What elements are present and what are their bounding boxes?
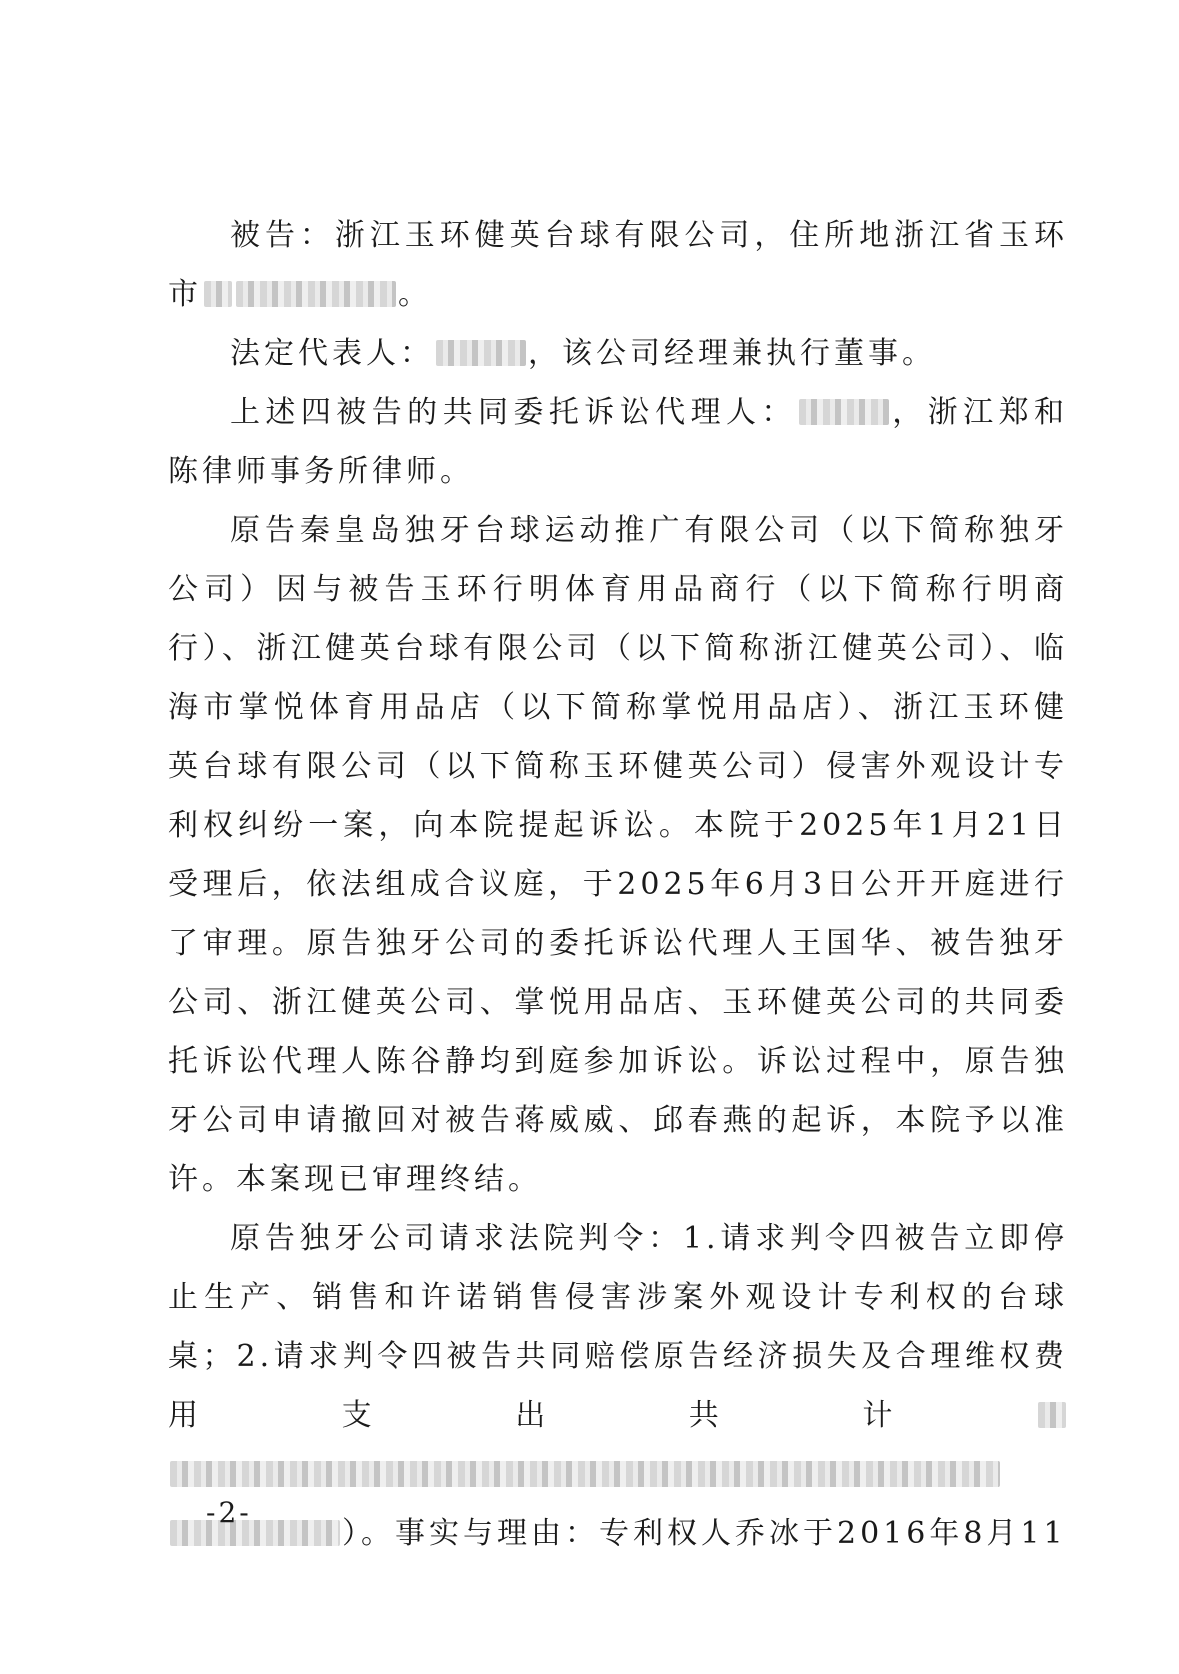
redacted-representative-name [436,340,526,366]
defendant-paragraph [168,206,1068,324]
agent-paragraph [168,383,1068,501]
judgment-body [168,206,1068,1563]
redacted-address-part-2 [236,281,396,307]
redacted-amount-part-2 [170,1461,1000,1487]
defendant-text: 被告：浙江玉环健英台球有限公司，住所地浙江省玉环市 [168,218,1068,312]
redacted-amount-part-1 [1038,1402,1066,1428]
claims-paragraph [168,1209,1068,1563]
case-background-paragraph: 原告秦皇岛独牙台球运动推广有限公司（以下简称独牙公司）因与被告玉环行明体育用品商行（以下简称行明商行）、浙江健英台球有限公司（以下简称浙江健英公司）、临海市掌悦体育用品店（以下简称掌悦用品店）、浙江玉环健英台球有限公司（以下简称玉环健英公司）侵害外观设计专利权纠纷一案，向本院提起诉讼。本院于2025年1月21日受理后，依法组成合议庭，于2025年6月3日公开开庭进行了审理。原告独牙公司的委托诉讼代理人王国华、被告独牙公司、浙江健英公司、掌悦用品店、玉环健英公司的共同委托诉讼代理人陈谷静均到庭参加诉讼。诉讼过程中，原告独牙公司申请撤回对被告蒋威威、邱春燕的起诉，本院予以准许。本案现已审理终结。 [168,513,1068,1197]
claims-text-end: ）。事实与理由：专利权人乔冰于2016年8月11 [342,1516,1067,1551]
redacted-agent-name [799,399,889,425]
redacted-address-part-1 [204,281,232,307]
defendant-text-end: 。 [398,277,432,312]
redacted-amount-part-3 [170,1520,340,1546]
claims-text: 原告独牙公司请求法院判令：1.请求判令四被告立即停止生产、销售和许诺销售侵害涉案外观设计专利权的台球桌；2.请求判令四被告共同赔偿原告经济损失及合理维权费用支出共计 [168,1221,1068,1433]
legal-representative-text: 法定代表人： [230,336,434,371]
agent-text: 上述四被告的共同委托诉讼代理人： [230,395,797,430]
legal-representative-paragraph [168,324,1068,383]
page-number: -2- [206,1496,252,1529]
agent-text-end: ，浙江郑和陈律师事务所律师。 [168,395,1069,489]
legal-representative-text-end: ，该公司经理兼执行董事。 [528,336,936,371]
